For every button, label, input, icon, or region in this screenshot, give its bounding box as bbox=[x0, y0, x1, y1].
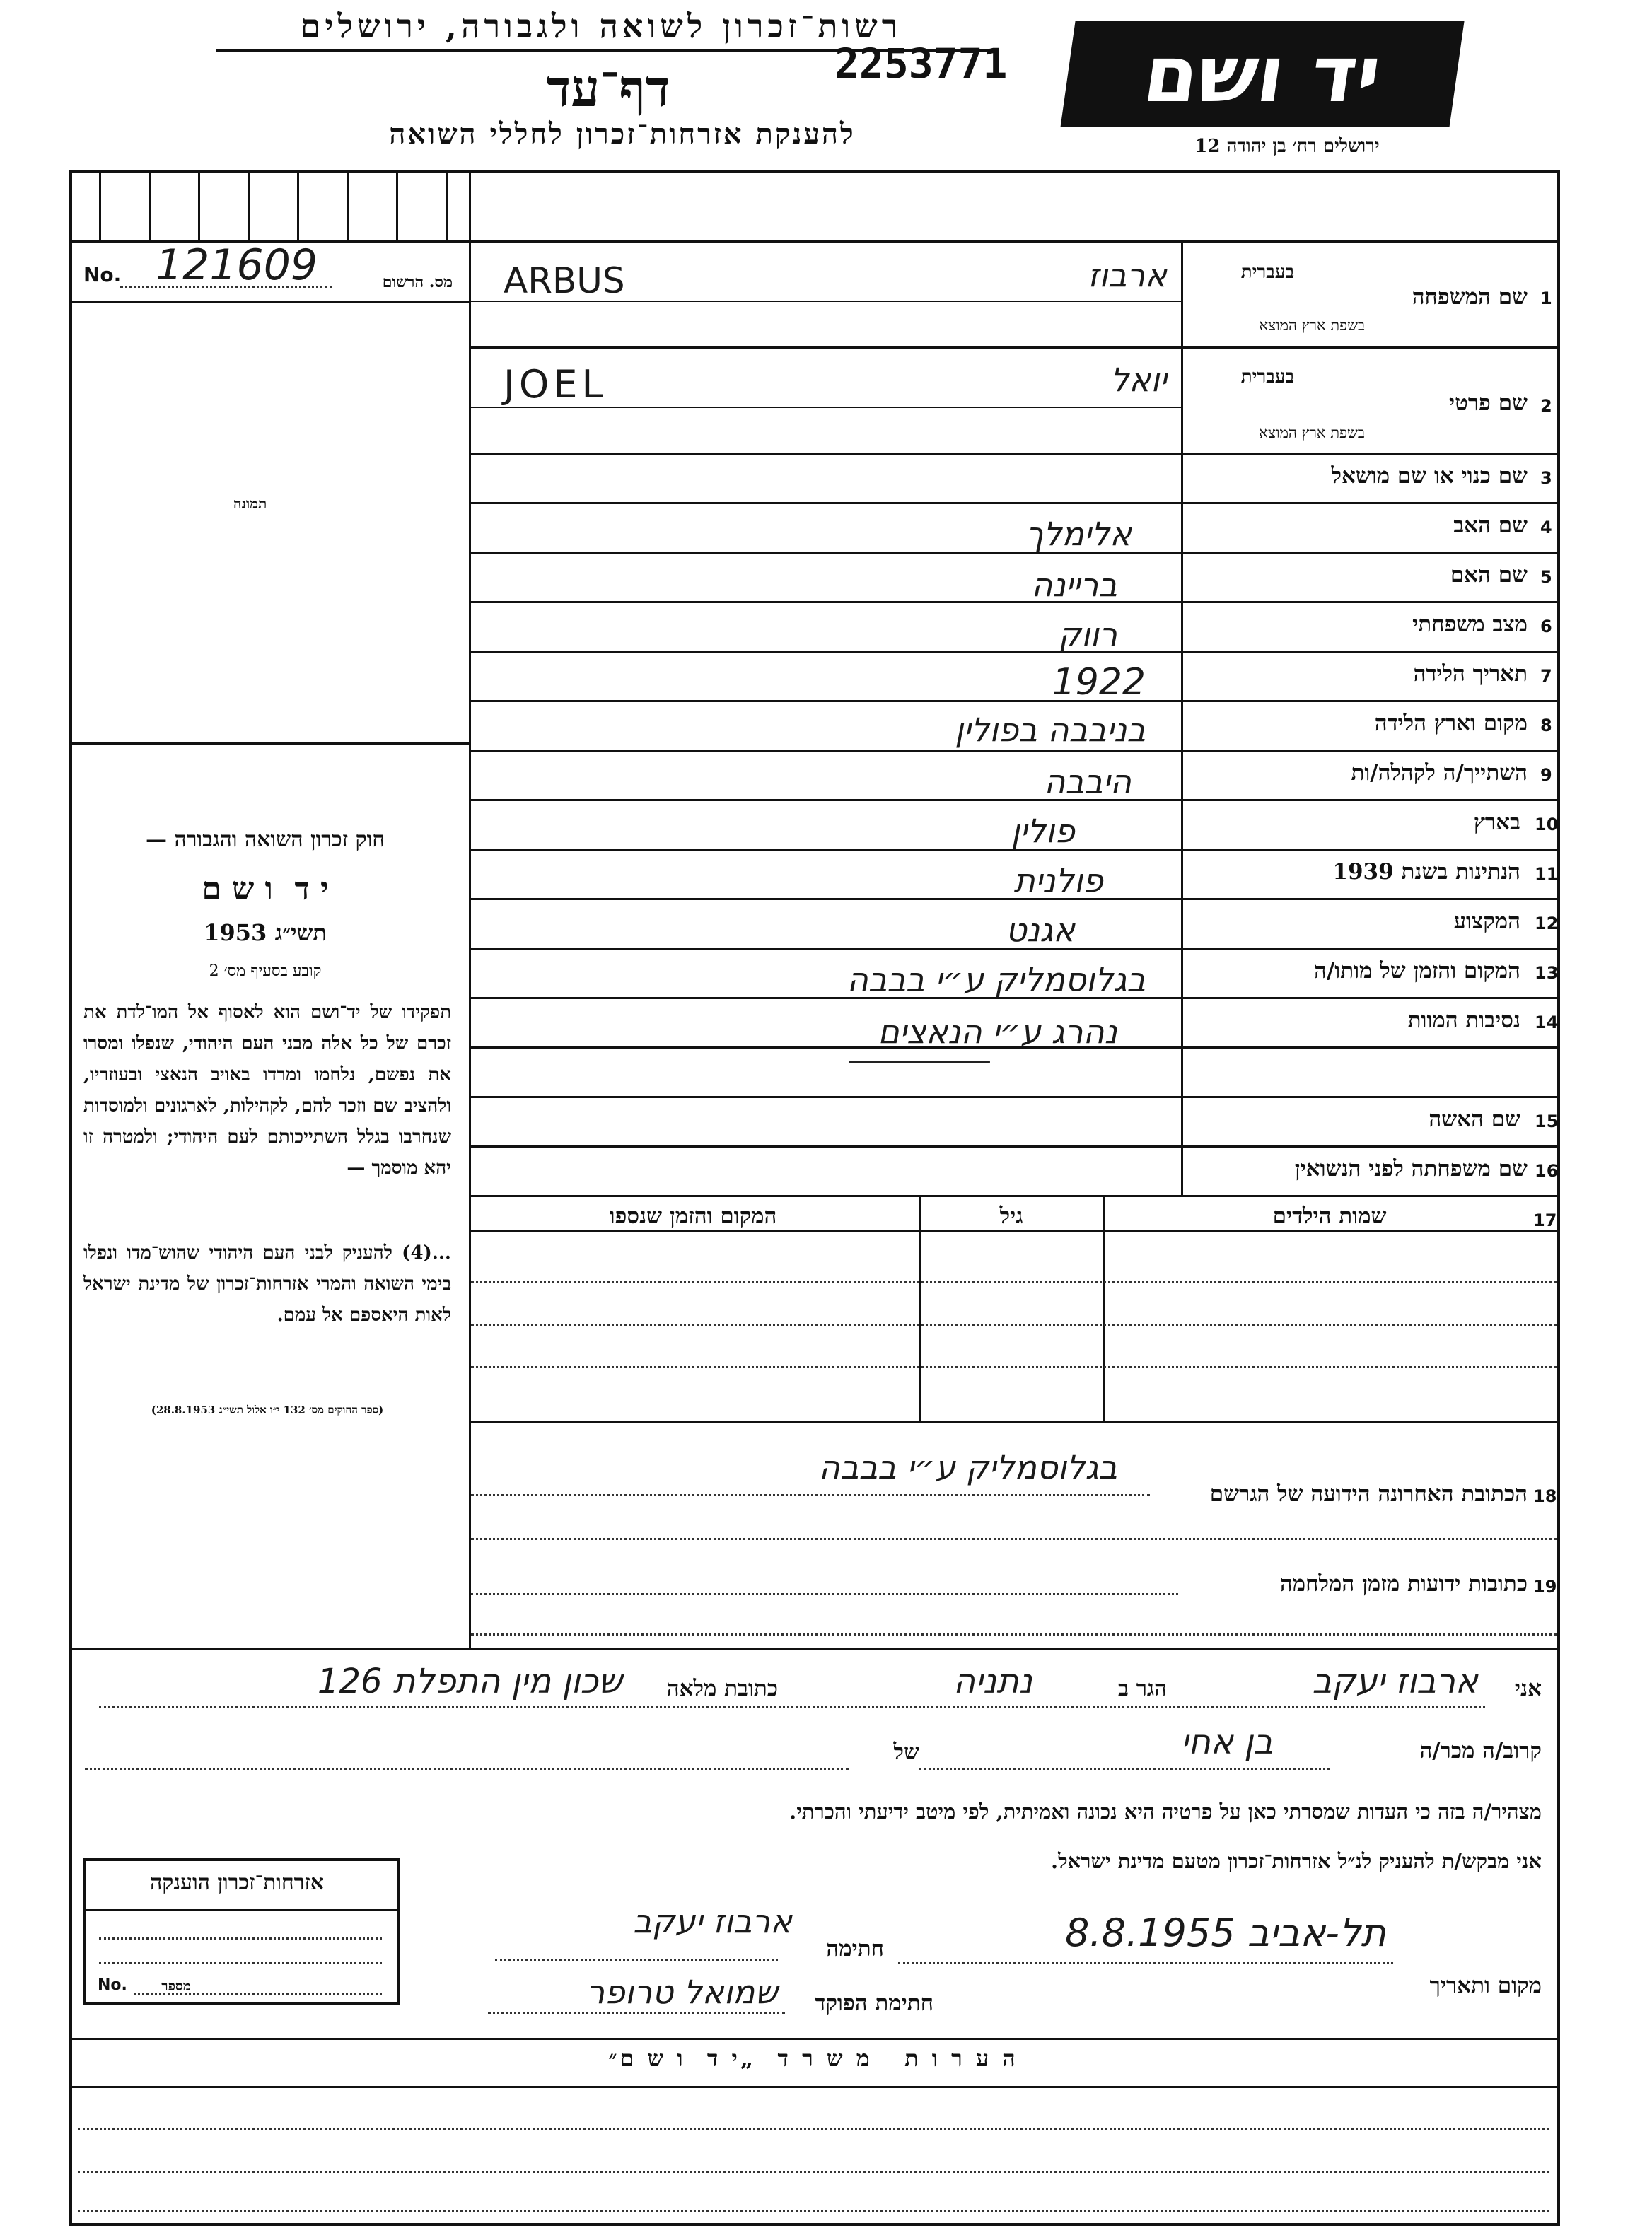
office-notes-title: ה ע ר ו ת מ ש ר ד „י ד ו ש ם״ bbox=[608, 2045, 1018, 2072]
field-14-value: נהרג ע״י הנאצים bbox=[878, 1013, 1117, 1051]
field-2-sub-origin: בשפת ארץ המוצא bbox=[1259, 424, 1365, 441]
field-1-value-latin: ARBUS bbox=[504, 260, 625, 301]
officer-signature: שמואל טרופר bbox=[586, 1973, 778, 2011]
relative-of: של bbox=[893, 1739, 919, 1765]
law-citation: (ספר החוקים מס׳ 132 י״ו אלול תשי״ג 28.8.1953) bbox=[151, 1404, 384, 1416]
sheet-number: 2253771 bbox=[834, 40, 1008, 88]
law-clause: קובע בסעיף מס׳ 2 bbox=[209, 962, 322, 980]
form-subtitle: להענקת אזרחות־זכרון לחללי השואה bbox=[389, 117, 856, 151]
field-1-number: 1 bbox=[1540, 288, 1552, 308]
field-13-value: בגלוסמליק ע״י בבבה bbox=[847, 960, 1146, 998]
declarant-name: ארבוז יעקב bbox=[1312, 1662, 1478, 1701]
field-11-label: הנתינות בשנת 1939 bbox=[1332, 859, 1520, 885]
place-date-label: מקום ותאריך bbox=[1429, 1973, 1542, 1998]
form-title: דף־עד bbox=[546, 58, 670, 118]
field-5-number: 5 bbox=[1540, 567, 1552, 587]
field-17-number: 17 bbox=[1533, 1211, 1557, 1230]
field-18-number: 18 bbox=[1533, 1486, 1557, 1506]
registration-number: 121609 bbox=[156, 240, 318, 290]
field-7-label: תאריך הלידה bbox=[1413, 661, 1528, 687]
certificate-number-label: מספר bbox=[161, 1978, 191, 1994]
field-4-value: אלימלך bbox=[1025, 515, 1132, 553]
registration-label: מס. הרשום bbox=[382, 273, 453, 291]
declarant-city: נתניה bbox=[953, 1662, 1032, 1701]
field-8-number: 8 bbox=[1540, 716, 1552, 735]
yad-vashem-logo bbox=[1060, 21, 1464, 127]
field-1-sub-hebrew: בעברית bbox=[1240, 262, 1294, 283]
law-name: י ד ו ש ם bbox=[202, 871, 329, 907]
field-8-label: מקום וארץ הלידה bbox=[1374, 711, 1528, 736]
field-5-value: בריינה bbox=[1031, 566, 1117, 604]
certificate-no: No. bbox=[98, 1976, 127, 1994]
field-12-label: המקצוע bbox=[1453, 909, 1520, 934]
law-text-1: תפקידו של יד־ושם הוא לאסוף אל המו־לדת את זכרם של כל אלה מבני העם היהודי, שנפלו ומסרו את נפשם, נלחמו ומרדו באויב הנאצי ובעוזריו, ולהציב שם וזכר להם, לקהילות, לארגונים ולמוסדות שנחרבו בגלל השתייכותם לעם היהודי; ולמטרה זו יהא מוסמך — bbox=[83, 1002, 451, 1179]
field-19-number: 19 bbox=[1533, 1577, 1557, 1597]
field-2-value-latin: JOEL bbox=[504, 362, 607, 407]
children-col-names: שמות הילדים bbox=[1272, 1203, 1387, 1229]
officer-label: חתימת הפוקד bbox=[815, 1990, 933, 2016]
field-9-label: השתייך/ה לקהלה/ות bbox=[1351, 760, 1528, 786]
field-12-value: אגנט bbox=[1006, 911, 1075, 949]
field-1-value-hebrew: ארבוז bbox=[1088, 256, 1167, 294]
field-4-number: 4 bbox=[1540, 518, 1552, 537]
certificate-title: אזרחות־זכרון הוענקה bbox=[149, 1870, 325, 1895]
field-3-number: 3 bbox=[1540, 468, 1552, 488]
field-11-number: 11 bbox=[1535, 864, 1559, 884]
field-10-label: בארץ bbox=[1473, 810, 1520, 835]
field-3-label: שם כנוי או שם מושאל bbox=[1331, 463, 1528, 489]
field-2-sub-hebrew: בעברית bbox=[1240, 366, 1294, 387]
law-text-2: ...(4) להעניק לבני העם היהודי שהוש־מדו ונפלו בימי השואה והמרי אזרחות־זכרון של מדינת ישראל לאות היאספם אל עמם. bbox=[83, 1242, 451, 1326]
relative-label: קרוב/ה מכר/ה bbox=[1419, 1738, 1542, 1763]
authority-line: רשות־זכרון לשואה ולגבורה, ירושלים bbox=[300, 7, 902, 45]
declaration-text: מצהיר/ה בזה כי העדות שמסרתי כאן על פרטיה היא נכונה ואמיתית, לפי מיטב ידיעתי והכרתי. bbox=[789, 1800, 1542, 1824]
field-2-number: 2 bbox=[1540, 396, 1552, 416]
law-year: תשי״ג 1953 bbox=[204, 919, 327, 946]
logo-text: יד ושם bbox=[1138, 29, 1387, 119]
place-date-value: תל-אביב 8.8.1955 bbox=[1065, 1911, 1386, 1955]
full-address-value: שכון מין התפלת 126 bbox=[317, 1662, 622, 1701]
law-title: חוק זכרון השואה והגבורה — bbox=[146, 827, 385, 852]
full-address-label: כתובת מלאה bbox=[666, 1676, 778, 1701]
field-6-number: 6 bbox=[1540, 617, 1552, 636]
signature-label: חתימה bbox=[826, 1936, 884, 1961]
field-16-label: שם משפחתה לפני הנשואין bbox=[1294, 1156, 1528, 1182]
field-5-label: שם האם bbox=[1450, 562, 1528, 588]
column-divider bbox=[469, 170, 471, 1648]
field-10-number: 10 bbox=[1535, 815, 1559, 834]
field-2-value-hebrew: יואל bbox=[1110, 361, 1167, 399]
field-6-label: מצב משפחתי bbox=[1412, 612, 1528, 637]
children-col-age: גיל bbox=[999, 1203, 1023, 1229]
underline-stroke bbox=[849, 1061, 990, 1063]
field-8-value: בניבבה בפולין bbox=[955, 711, 1146, 749]
logo-address: ירושלים רח׳ בן יהודה 12 bbox=[1194, 136, 1380, 157]
field-12-number: 12 bbox=[1535, 914, 1559, 933]
field-4-label: שם האב bbox=[1453, 513, 1528, 538]
photo-label: תמונה bbox=[233, 495, 267, 512]
field-7-number: 7 bbox=[1540, 666, 1552, 686]
field-16-number: 16 bbox=[1535, 1161, 1559, 1181]
field-7-value: 1922 bbox=[1052, 661, 1146, 704]
field-14-number: 14 bbox=[1535, 1013, 1559, 1032]
declarant-ani: אני bbox=[1514, 1676, 1542, 1701]
signature-value: ארבוז יעקב bbox=[633, 1902, 792, 1940]
field-13-number: 13 bbox=[1535, 963, 1559, 983]
field-14-label: נסיבות המוות bbox=[1407, 1008, 1520, 1033]
request-text: אני מבקש/ת להעניק לנ״ל אזרחות־זכרון מטעם מדינת ישראל. bbox=[1051, 1849, 1542, 1873]
field-15-number: 15 bbox=[1535, 1112, 1559, 1131]
label-divider bbox=[1181, 240, 1183, 1195]
field-1-sub-origin: בשפת ארץ המוצא bbox=[1259, 317, 1365, 334]
declarant-resides: הגר ב bbox=[1117, 1676, 1167, 1701]
children-col-place: המקום והזמן שנספו bbox=[609, 1203, 777, 1229]
field-1-label: שם המשפחה bbox=[1412, 284, 1528, 310]
field-18-label: הכתובת האחרונה הידועה של הגרשם bbox=[1209, 1481, 1528, 1507]
relation-value: בן אחי bbox=[1180, 1722, 1273, 1762]
field-9-value: היבבה bbox=[1044, 762, 1132, 800]
field-2-label: שם פרטי bbox=[1448, 390, 1528, 416]
field-10-value: פולין bbox=[1011, 812, 1075, 850]
field-15-label: שם האשה bbox=[1429, 1107, 1520, 1132]
field-9-number: 9 bbox=[1540, 765, 1552, 785]
field-11-value: פולנית bbox=[1013, 861, 1103, 899]
field-6-value: רווק bbox=[1058, 615, 1117, 653]
field-19-label: כתובות ידועות מזמן המלחמה bbox=[1279, 1571, 1528, 1597]
registration-prefix: No. bbox=[83, 263, 122, 286]
field-13-label: המקום והזמן של מותו/ה bbox=[1314, 958, 1520, 984]
field-18-value: בגלוסמליק ע״י בבבה bbox=[818, 1448, 1117, 1486]
